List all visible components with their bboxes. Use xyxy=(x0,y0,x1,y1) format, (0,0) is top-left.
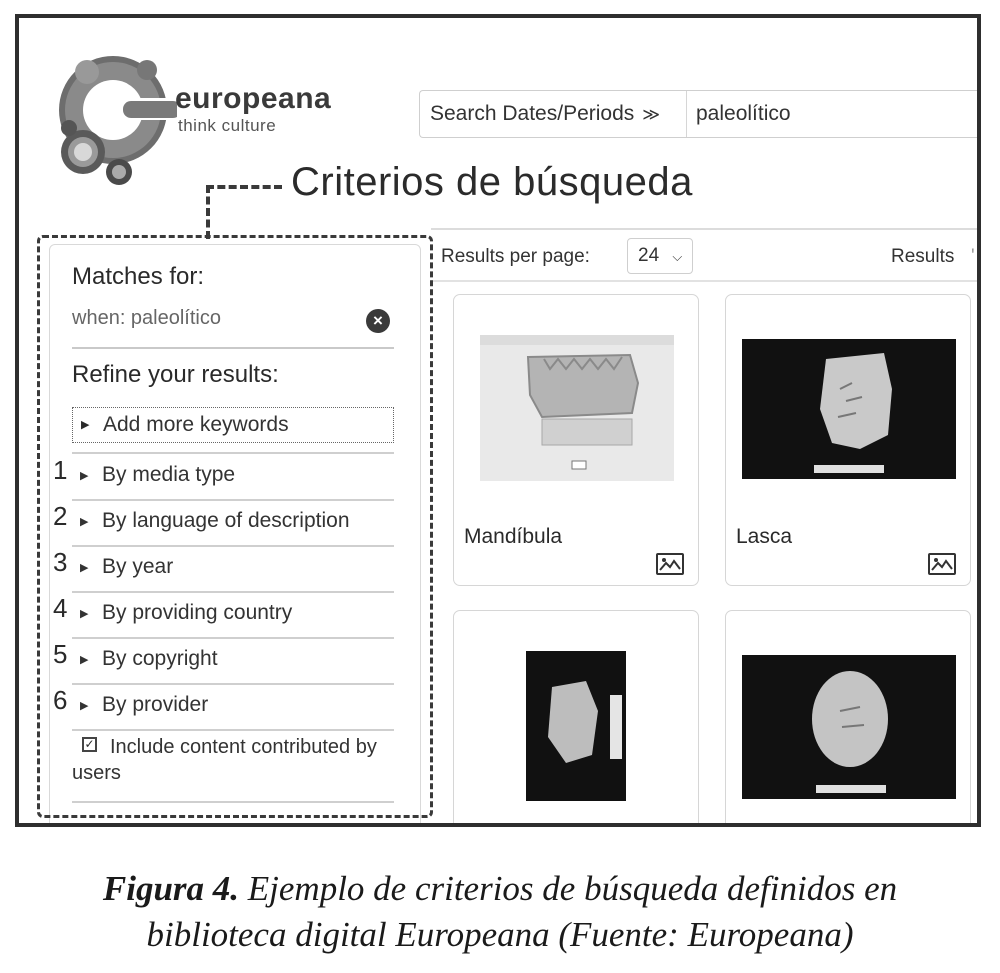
facet-label: By language of description xyxy=(102,509,350,532)
facet-number: 2 xyxy=(53,501,68,531)
annotation-connector-vertical xyxy=(206,185,210,239)
double-chevron-down-icon: ≫ xyxy=(642,105,661,124)
logo-tagline: think culture xyxy=(178,116,277,135)
europeana-logo-icon[interactable] xyxy=(47,40,177,190)
triangle-right-icon: ▶ xyxy=(80,470,89,482)
search-scope-label: Search Dates/Periods xyxy=(430,102,635,125)
include-user-content-checkbox[interactable]: ✓ xyxy=(82,737,97,752)
result-title[interactable]: Lasca xyxy=(736,525,793,548)
include-user-content-label: Include content contributed by users xyxy=(72,736,377,784)
refine-heading: Refine your results: xyxy=(72,361,279,388)
result-title[interactable]: Mandíbula xyxy=(464,525,563,548)
chevron-down-icon: ⌵ xyxy=(672,249,683,264)
image-icon xyxy=(656,553,684,575)
annotation-highlight-box xyxy=(37,235,433,818)
screenshot-frame xyxy=(15,14,981,827)
figure-caption xyxy=(0,866,1000,958)
triangle-right-icon: ▶ xyxy=(80,608,89,620)
active-filter: when: paleolítico xyxy=(72,307,221,329)
facet-number: 1 xyxy=(53,455,68,485)
toolbar-divider-bottom xyxy=(431,280,981,282)
facet-number: 6 xyxy=(53,685,68,715)
annotation-connector xyxy=(206,185,282,189)
caption-text-line1: Ejemplo de criterios de búsqueda definidos en xyxy=(239,869,898,908)
results-separator: ' xyxy=(971,246,975,267)
triangle-right-icon: ▶ xyxy=(81,419,90,431)
search-divider xyxy=(686,91,687,137)
clear-filter-icon[interactable]: × xyxy=(366,309,390,333)
facet-label: By media type xyxy=(102,463,236,486)
triangle-right-icon: ▶ xyxy=(80,700,89,712)
facet-label: By year xyxy=(102,555,174,578)
result-card[interactable] xyxy=(725,294,971,586)
result-card[interactable] xyxy=(453,610,699,827)
caption-text-line2: biblioteca digital Europeana (Fuente: Europeana) xyxy=(146,915,854,954)
image-icon xyxy=(928,553,956,575)
result-thumbnail[interactable] xyxy=(480,335,674,481)
facet-number: 5 xyxy=(53,639,68,669)
facet-label: By copyright xyxy=(102,647,218,670)
facet-label: By provider xyxy=(102,693,209,716)
search-scope-dropdown[interactable] xyxy=(430,91,660,137)
matches-heading: Matches for: xyxy=(72,263,205,290)
results-per-page-label: Results per page: xyxy=(441,246,590,267)
results-per-page-value: 24 xyxy=(638,245,660,266)
facet-number: 3 xyxy=(53,547,68,577)
triangle-right-icon: ▶ xyxy=(80,562,89,574)
triangle-right-icon: ▶ xyxy=(80,516,89,528)
europeana-screenshot xyxy=(23,22,981,827)
add-keywords-label: Add more keywords xyxy=(103,413,289,436)
facet-label: By providing country xyxy=(102,601,293,624)
result-thumbnail[interactable] xyxy=(526,651,626,801)
results-per-page-select[interactable] xyxy=(627,238,693,274)
result-card[interactable] xyxy=(725,610,971,827)
annotation-title: Criterios de búsqueda xyxy=(291,160,693,204)
toolbar-divider xyxy=(431,228,981,230)
logo-wordmark[interactable]: europeana xyxy=(175,82,332,115)
caption-label: Figura 4. xyxy=(102,869,240,908)
result-thumbnail[interactable] xyxy=(742,655,956,799)
result-card[interactable] xyxy=(453,294,699,586)
triangle-right-icon: ▶ xyxy=(80,654,89,666)
facet-number: 4 xyxy=(53,593,68,623)
results-count-label: Results xyxy=(891,246,955,267)
result-thumbnail[interactable] xyxy=(742,339,956,479)
search-bar xyxy=(419,90,981,138)
search-input[interactable]: paleolítico xyxy=(696,102,791,125)
